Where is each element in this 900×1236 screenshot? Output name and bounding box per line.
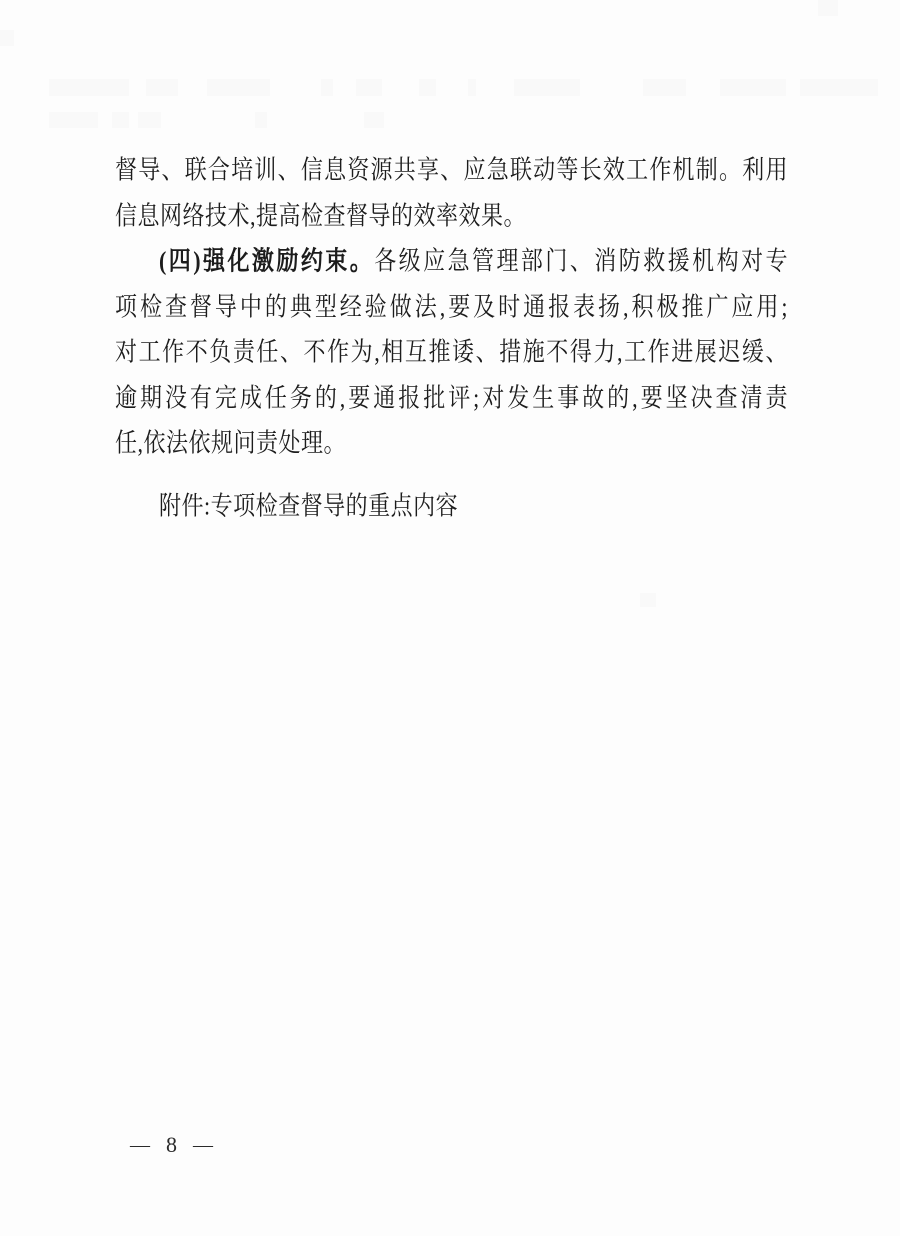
paragraph2-line4: 逾期没有完成任务的,要通报批评;对发生事故的,要坚决查清责 bbox=[115, 382, 788, 412]
scan-artifact bbox=[49, 112, 98, 128]
scan-artifact bbox=[720, 79, 786, 96]
footer-left-dash: — bbox=[130, 1134, 151, 1156]
scan-artifact bbox=[112, 112, 129, 128]
scan-artifact bbox=[468, 79, 476, 96]
scan-artifact bbox=[207, 79, 270, 96]
scan-artifact bbox=[800, 79, 878, 96]
scan-artifact bbox=[0, 30, 14, 46]
scan-artifact bbox=[640, 593, 656, 607]
footer-right-dash: — bbox=[193, 1134, 214, 1156]
scan-artifact bbox=[321, 79, 333, 96]
scan-artifact bbox=[146, 79, 178, 96]
scan-artifact bbox=[818, 0, 838, 16]
scan-artifact bbox=[643, 79, 686, 96]
page-number: 8 bbox=[166, 1132, 178, 1157]
scan-artifact bbox=[356, 79, 382, 96]
body-text bbox=[115, 147, 788, 528]
scan-artifact bbox=[419, 79, 436, 96]
attachment-reference: 附件:专项检查督导的重点内容 bbox=[159, 490, 459, 520]
scan-artifact bbox=[138, 112, 161, 128]
paragraph2-line2: 项检查督导中的典型经验做法,要及时通报表扬,积极推广应用; bbox=[115, 291, 788, 321]
scan-artifact bbox=[255, 112, 267, 128]
paragraph2-line1-rest: 各级应急管理部门、消防救援机构对专 bbox=[374, 245, 788, 276]
paragraph1-line2: 信息网络技术,提高检查督导的效率效果。 bbox=[115, 200, 527, 230]
paragraph2-line3: 对工作不负责任、不作为,相互推诿、措施不得力,工作进展迟缓、 bbox=[115, 336, 788, 367]
scan-artifact bbox=[49, 79, 129, 96]
scan-artifact bbox=[364, 112, 384, 128]
scan-artifact bbox=[514, 79, 580, 96]
section-heading: (四)强化激励约束。 bbox=[159, 245, 375, 276]
page-footer bbox=[130, 1132, 214, 1158]
paragraph2-line5: 任,依法依规问责处理。 bbox=[115, 427, 347, 458]
paragraph1-line1: 督导、联合培训、信息资源共享、应急联动等长效工作机制。利用 bbox=[115, 154, 788, 185]
